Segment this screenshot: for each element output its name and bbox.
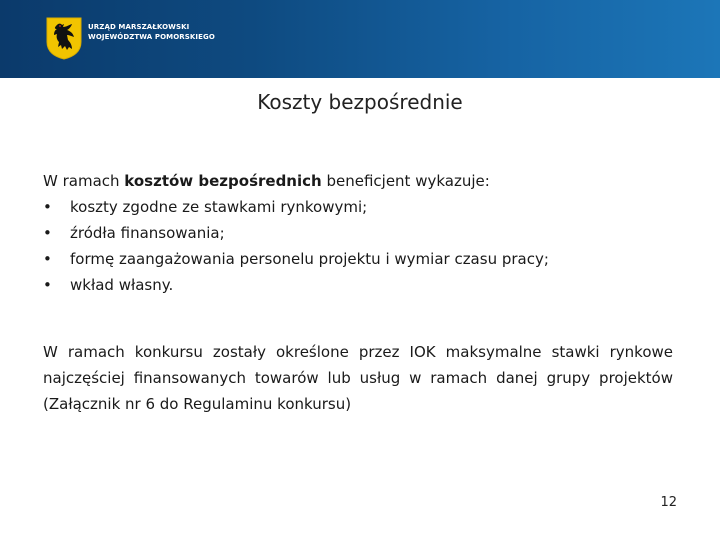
bullet-icon: • [43,250,52,268]
list-item [43,194,673,220]
bullet-icon: • [43,198,52,216]
organization-name [88,22,215,42]
organization-name-line2: WOJEWÓDZTWA POMORSKIEGO [88,33,215,41]
header-band [0,0,720,78]
intro-suffix: beneficjent wykazuje: [321,172,490,190]
info-paragraph: W ramach konkursu zostały określone przez IOK maksymalne stawki rynkowe najczęściej finansowanych towarów lub usług w ramach danej grupy projektów (Załącznik nr 6 do Regulaminu konkursu) [43,343,673,413]
intro-line [43,168,673,194]
list-item-text: źródła finansowania; [70,224,225,242]
list-item [43,246,673,272]
bullet-list [43,194,673,298]
intro-prefix: W ramach [43,172,125,190]
intro-bold: kosztów bezpośrednich [124,172,322,190]
list-item [43,220,673,246]
slide-title: Koszty bezpośrednie [257,90,463,114]
bullet-icon: • [43,224,52,242]
bullet-icon: • [43,276,52,294]
organization-name-line1: URZĄD MARSZAŁKOWSKI [88,23,190,31]
page-number: 12 [660,495,677,510]
list-item-text: koszty zgodne ze stawkami rynkowymi; [70,198,368,216]
list-item-text: wkład własny. [70,276,174,294]
slide-body [43,168,673,298]
griffin-crest-icon [45,16,83,60]
list-item-text: formę zaangażowania personelu projektu i wymiar czasu pracy; [70,250,549,268]
list-item [43,272,673,298]
